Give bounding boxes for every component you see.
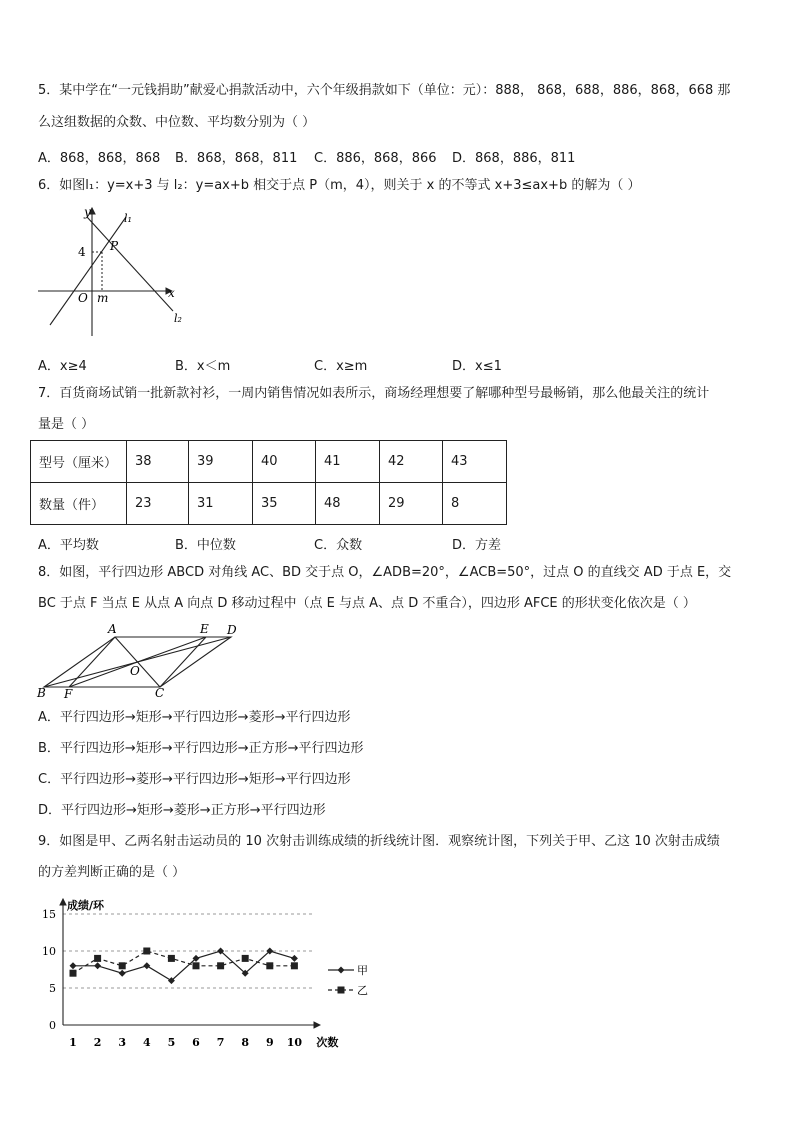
q8-segment-ef bbox=[69, 637, 206, 687]
q8-segment-ce bbox=[160, 637, 206, 687]
q8-label-f: F bbox=[64, 687, 73, 701]
q6-figure bbox=[34, 202, 194, 338]
table-cell: 40 bbox=[253, 441, 316, 483]
table-cell: 8 bbox=[443, 483, 507, 525]
q6-option-d: D．x≤1 bbox=[452, 359, 502, 374]
q8-option-d: D．平行四边形→矩形→菱形→正方形→平行四边形 bbox=[38, 803, 326, 818]
table-cell: 39 bbox=[189, 441, 253, 483]
chart-legend-marker-yi bbox=[338, 987, 345, 994]
q7-sales-table bbox=[30, 440, 507, 525]
q6-options bbox=[38, 355, 758, 374]
chart-point-yi bbox=[119, 962, 126, 969]
chart-x-tick-label: 6 bbox=[192, 1036, 200, 1049]
chart-x-tick-label: 5 bbox=[167, 1036, 176, 1049]
q5-option-c: C．886，868，866 bbox=[314, 151, 437, 166]
q5-option-d: D．868，886，811 bbox=[452, 151, 576, 166]
chart-point-jia bbox=[291, 955, 298, 962]
chart-legend-marker-jia bbox=[338, 967, 345, 974]
q6-option-c: C．x≥m bbox=[314, 359, 368, 374]
q8-label-o: O bbox=[130, 664, 140, 678]
q6-option-b: B．x＜m bbox=[175, 359, 231, 374]
q7-option-d: D．方差 bbox=[452, 538, 502, 553]
q7-stem-line2: 量是（ ） bbox=[38, 417, 95, 432]
chart-x-tick-label: 9 bbox=[265, 1036, 274, 1049]
table-cell: 31 bbox=[189, 483, 253, 525]
q8-stem-line2: BC 于点 F 当点 E 从点 A 向点 D 移动过程中（点 E 与点 A、点 D 不重合），四边形 AFCE 的形状变化依次是（ ） bbox=[38, 596, 696, 611]
q5-stem-line1: 5．某中学在“一元钱捐助”献爱心捐款活动中，六个年级捐款如下（单位：元）：888， 868，688，886，868，668 那 bbox=[38, 83, 731, 98]
q6-tick-4: 4 bbox=[78, 245, 86, 259]
q8-label-a: A bbox=[108, 622, 117, 636]
q7-options bbox=[38, 534, 758, 553]
table-cell: 23 bbox=[127, 483, 189, 525]
table-cell: 型号（厘米） bbox=[31, 441, 127, 483]
q6-x-label: x bbox=[168, 286, 175, 300]
table-cell: 48 bbox=[316, 483, 380, 525]
q5-stem-line2: 么这组数据的众数、中位数、平均数分别为（ ） bbox=[38, 115, 316, 130]
table-row bbox=[31, 441, 507, 483]
chart-x-label: 次数 bbox=[316, 1036, 339, 1049]
chart-point-yi bbox=[217, 962, 224, 969]
chart-y-tick-label: 0 bbox=[49, 1019, 56, 1032]
chart-point-jia bbox=[94, 962, 101, 969]
q6-origin-label: O bbox=[78, 291, 88, 305]
q8-label-c: C bbox=[155, 686, 165, 700]
chart-x-tick-label: 7 bbox=[216, 1036, 225, 1049]
q7-stem-line1: 7．百货商场试销一批新款衬衫，一周内销售情况如表所示，商场经理想要了解哪种型号最畅销，那么他最关注的统计 bbox=[38, 386, 710, 401]
table-cell: 41 bbox=[316, 441, 380, 483]
q5-option-a: A．868，868，868 bbox=[38, 151, 161, 166]
chart-y-tick-label: 10 bbox=[42, 945, 56, 958]
q6-option-a: A．x≥4 bbox=[38, 359, 87, 374]
table-cell: 42 bbox=[380, 441, 443, 483]
q6-line-l1 bbox=[50, 217, 126, 325]
q8-label-e: E bbox=[200, 622, 209, 636]
chart-x-tick-label: 10 bbox=[286, 1036, 303, 1049]
table-row bbox=[31, 483, 507, 525]
q6-l1-label: l₁ bbox=[124, 212, 132, 225]
chart-x-tick-label: 3 bbox=[118, 1036, 127, 1049]
q8-segment-af bbox=[69, 637, 115, 687]
q8-figure bbox=[34, 620, 244, 700]
q7-option-c: C．众数 bbox=[314, 538, 363, 553]
chart-point-jia bbox=[70, 962, 77, 969]
table-cell: 数量（件） bbox=[31, 483, 127, 525]
chart-point-yi bbox=[242, 955, 249, 962]
chart-y-tick-label: 15 bbox=[42, 908, 56, 921]
chart-point-yi bbox=[291, 962, 298, 969]
q8-option-a: A．平行四边形→矩形→平行四边形→菱形→平行四边形 bbox=[38, 710, 351, 725]
chart-x-tick-label: 1 bbox=[69, 1036, 77, 1049]
table-cell: 38 bbox=[127, 441, 189, 483]
chart-point-jia bbox=[119, 970, 126, 977]
q7-option-b: B．中位数 bbox=[175, 538, 236, 553]
q6-l2-label: l₂ bbox=[174, 312, 182, 325]
q8-stem-line1: 8．如图，平行四边形 ABCD 对角线 AC、BD 交于点 O，∠ADB=20°，∠ACB=50°，过点 O 的直线交 AD 于点 E，交 bbox=[38, 565, 732, 580]
q8-option-c: C．平行四边形→菱形→平行四边形→矩形→平行四边形 bbox=[38, 772, 351, 787]
chart-point-yi bbox=[94, 955, 101, 962]
q8-option-b: B．平行四边形→矩形→平行四边形→正方形→平行四边形 bbox=[38, 741, 364, 756]
chart-legend-label-1: 甲 bbox=[357, 964, 368, 977]
chart-y-tick-label: 5 bbox=[49, 982, 56, 995]
q5-option-b: B．868，868，811 bbox=[175, 151, 298, 166]
q9-stem-line1: 9．如图是甲、乙两名射击运动员的 10 次射击训练成绩的折线统计图．观察统计图，下列关于甲、乙这 10 次射击成绩 bbox=[38, 834, 720, 849]
chart-point-yi bbox=[193, 962, 200, 969]
chart-y-label: 成绩/环 bbox=[67, 899, 105, 912]
q8-label-d: D bbox=[227, 623, 237, 637]
chart-point-yi bbox=[143, 948, 150, 955]
q6-point-p-label: P bbox=[110, 239, 119, 253]
q9-stem-line2: 的方差判断正确的是（ ） bbox=[38, 865, 186, 880]
chart-x-tick-label: 4 bbox=[142, 1036, 151, 1049]
table-cell: 43 bbox=[443, 441, 507, 483]
q6-stem: 6．如图l₁：y=x+3 与 l₂：y=ax+b 相交于点 P（m，4），则关于 x 的不等式 x+3≤ax+b 的解为（ ） bbox=[38, 178, 641, 193]
chart-series-line-1 bbox=[73, 951, 294, 981]
table-cell: 35 bbox=[253, 483, 316, 525]
chart-x-tick-label: 8 bbox=[241, 1036, 250, 1049]
q9-line-chart bbox=[36, 893, 366, 1058]
q8-label-b: B bbox=[37, 686, 46, 700]
q7-option-a: A．平均数 bbox=[38, 538, 99, 553]
q5-options bbox=[38, 147, 758, 166]
chart-point-yi bbox=[168, 955, 175, 962]
chart-point-jia bbox=[143, 962, 150, 969]
chart-point-yi bbox=[266, 962, 273, 969]
chart-x-tick-label: 2 bbox=[93, 1036, 102, 1049]
chart-legend-label-2: 乙 bbox=[357, 984, 368, 997]
table-cell: 29 bbox=[380, 483, 443, 525]
chart-point-yi bbox=[70, 970, 77, 977]
q6-y-label: y bbox=[84, 205, 91, 219]
q6-tick-m: m bbox=[97, 291, 109, 305]
